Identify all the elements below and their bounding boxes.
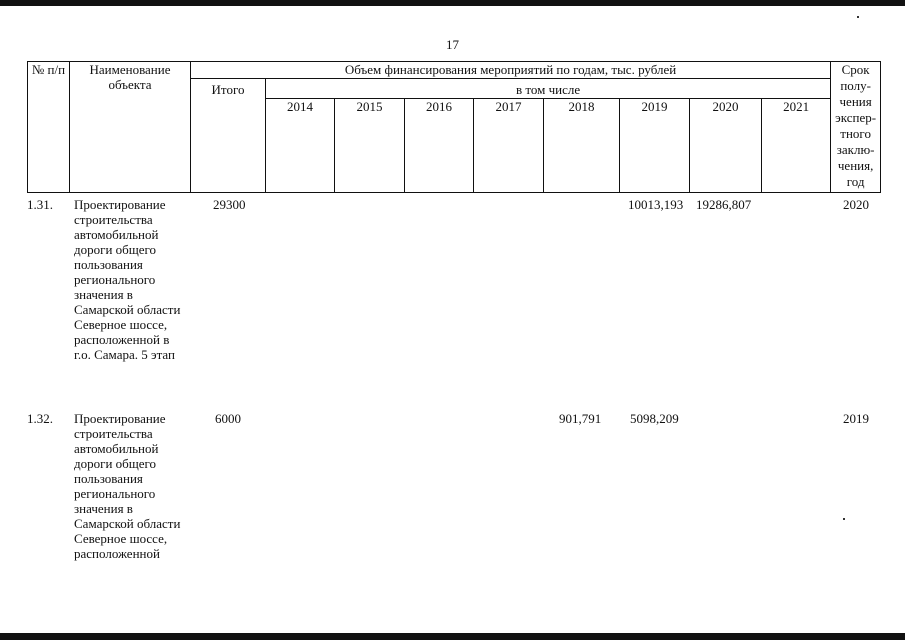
- header-name: Наименование объекта: [70, 62, 191, 193]
- header-num: № п/п: [28, 62, 70, 193]
- bottom-border-rule: [0, 633, 905, 640]
- value-2020: 19286,807: [696, 197, 752, 212]
- header-funding: Объем финансирования мероприятий по годам, тыс. рублей: [191, 62, 831, 79]
- header-including: в том числе: [266, 79, 831, 99]
- deadline-year: 2020: [843, 197, 869, 212]
- header-year-2015: 2015: [335, 99, 405, 193]
- row-number: 1.32.: [27, 411, 53, 426]
- top-border-rule: [0, 0, 905, 6]
- header-deadline: Срок полу-чения экспер-тного заклю-чения, год: [831, 62, 881, 193]
- scan-speck: [843, 518, 845, 520]
- header-year-2014: 2014: [266, 99, 335, 193]
- header-year-2019: 2019: [620, 99, 690, 193]
- header-year-2020: 2020: [690, 99, 762, 193]
- value-2019: 10013,193: [628, 197, 684, 212]
- header-year-2017: 2017: [474, 99, 544, 193]
- page-number: 17: [446, 37, 459, 52]
- header-year-2018: 2018: [544, 99, 620, 193]
- value-2019: 5098,209: [630, 411, 679, 426]
- total-value: 29300: [213, 197, 246, 212]
- financing-table-header: [27, 61, 881, 193]
- deadline-year: 2019: [843, 411, 869, 426]
- header-year-2021: 2021: [762, 99, 831, 193]
- object-name: Проектирование строительства автомобильной дороги общего пользования регионального значения в Самарской области Северное шоссе, расположенной: [74, 411, 181, 561]
- row-number: 1.31.: [27, 197, 53, 212]
- object-name: Проектирование строительства автомобильной дороги общего пользования регионального значения в Самарской области Северное шоссе, расположенной в г.о. Самара. 5 этап: [74, 197, 181, 362]
- total-value: 6000: [215, 411, 241, 426]
- header-total: Итого: [191, 79, 266, 193]
- scan-speck: [857, 16, 859, 18]
- value-2018: 901,791: [559, 411, 602, 426]
- header-year-2016: 2016: [405, 99, 474, 193]
